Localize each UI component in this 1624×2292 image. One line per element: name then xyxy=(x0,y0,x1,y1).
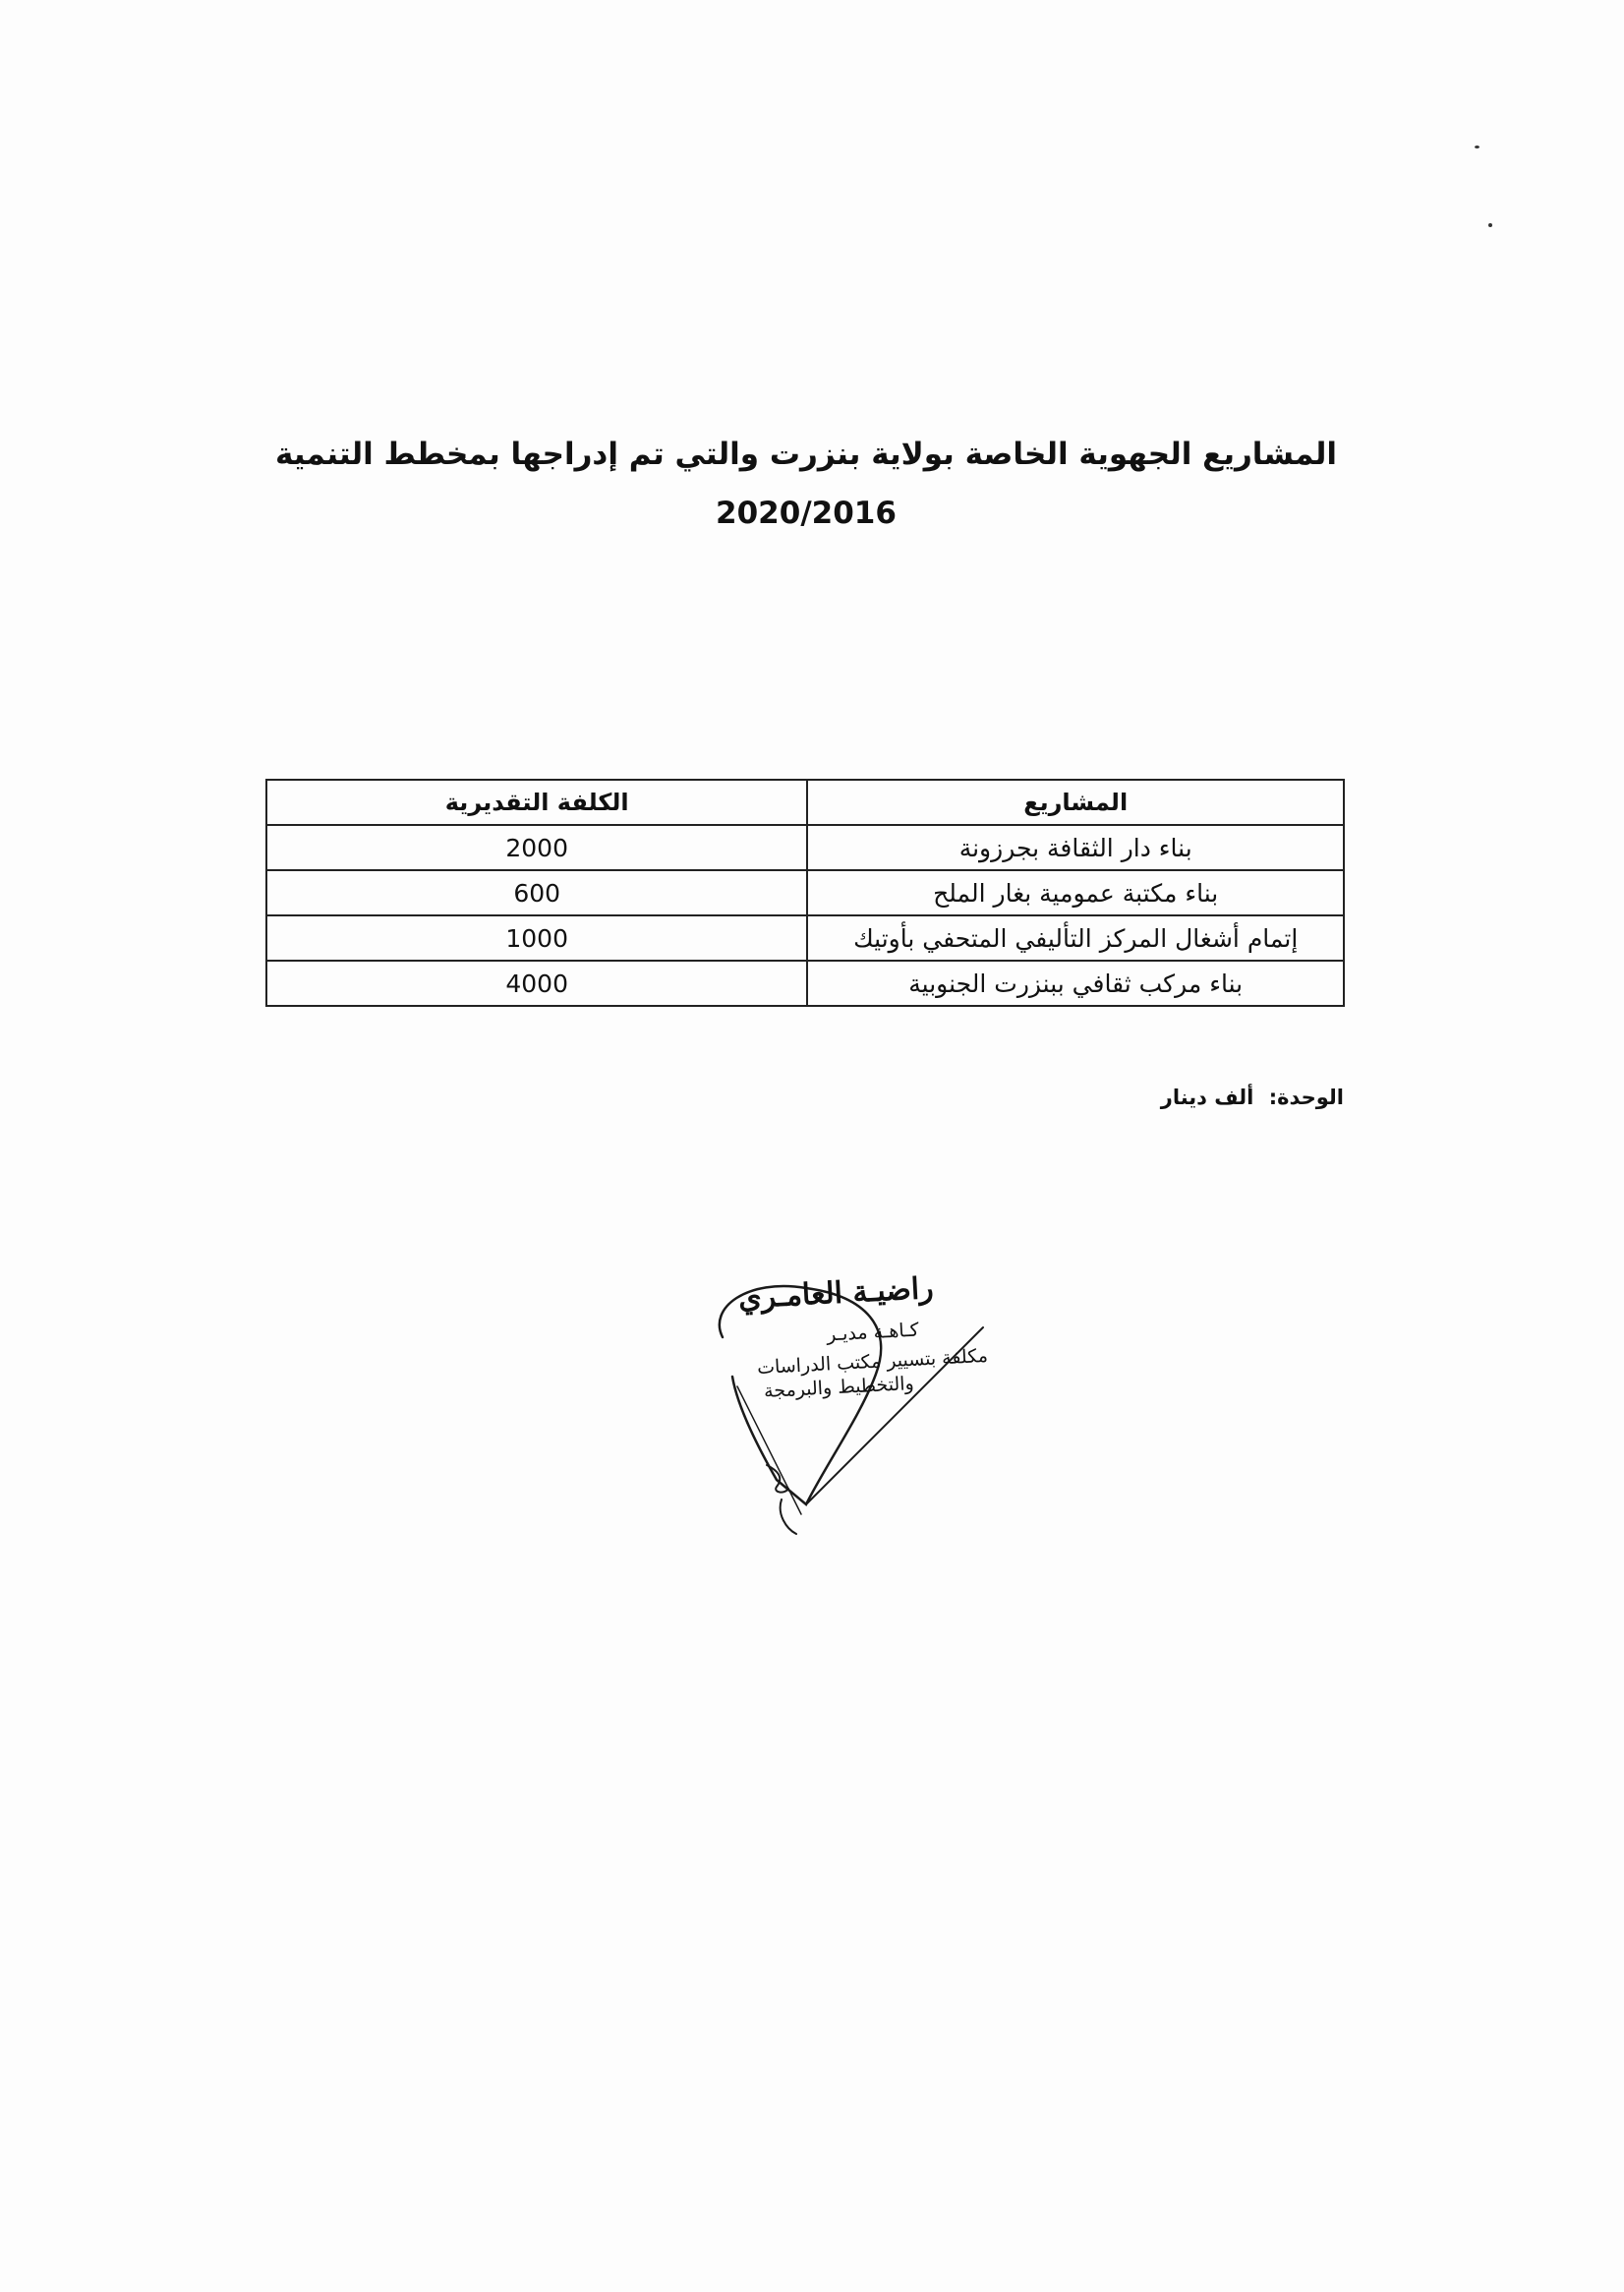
title-year-range: 2020/2016 xyxy=(716,496,897,531)
document-title xyxy=(256,425,1357,543)
project-name-cell: بناء مكتبة عمومية بغار الملح xyxy=(807,870,1344,915)
project-cost-cell: 600 xyxy=(266,870,807,915)
table-header-row xyxy=(266,780,1344,825)
project-name-cell: بناء دار الثقافة بجرزونة xyxy=(807,825,1344,870)
table-row xyxy=(266,961,1344,1006)
table-row xyxy=(266,870,1344,915)
unit-value: ألف دينار xyxy=(1160,1086,1254,1109)
column-header-cost: الكلفة التقديرية xyxy=(266,780,807,825)
scan-speck xyxy=(1488,223,1492,227)
signatory-description-line-1: مكلفة بتسيير مكتب الدراسات xyxy=(756,1344,989,1380)
column-header-projects: المشاريع xyxy=(807,780,1344,825)
project-name-cell: بناء مركب ثقافي ببنزرت الجنوبية xyxy=(807,961,1344,1006)
project-name-cell: إتمام أشغال المركز التأليفي المتحفي بأوتيك xyxy=(807,915,1344,961)
title-line-1: المشاريع الجهوية الخاصة بولاية بنزرت والتي تم إدراجها بمخطط التنمية xyxy=(274,437,1338,472)
scan-speck xyxy=(1475,146,1479,148)
project-cost-cell: 1000 xyxy=(266,915,807,961)
projects-table xyxy=(265,779,1345,1007)
signatory-description-line-2: والتخطيط والبرمجة xyxy=(763,1373,915,1402)
signatory-name: راضيـة العامـري xyxy=(737,1270,935,1317)
table-row xyxy=(266,915,1344,961)
signature-block xyxy=(629,1268,1003,1544)
signatory-role: كـاهـة مديـر xyxy=(826,1319,920,1346)
unit-note xyxy=(1161,1086,1344,1109)
table-row xyxy=(266,825,1344,870)
project-cost-cell: 4000 xyxy=(266,961,807,1006)
unit-label: الوحدة: xyxy=(1268,1086,1344,1109)
project-cost-cell: 2000 xyxy=(266,825,807,870)
